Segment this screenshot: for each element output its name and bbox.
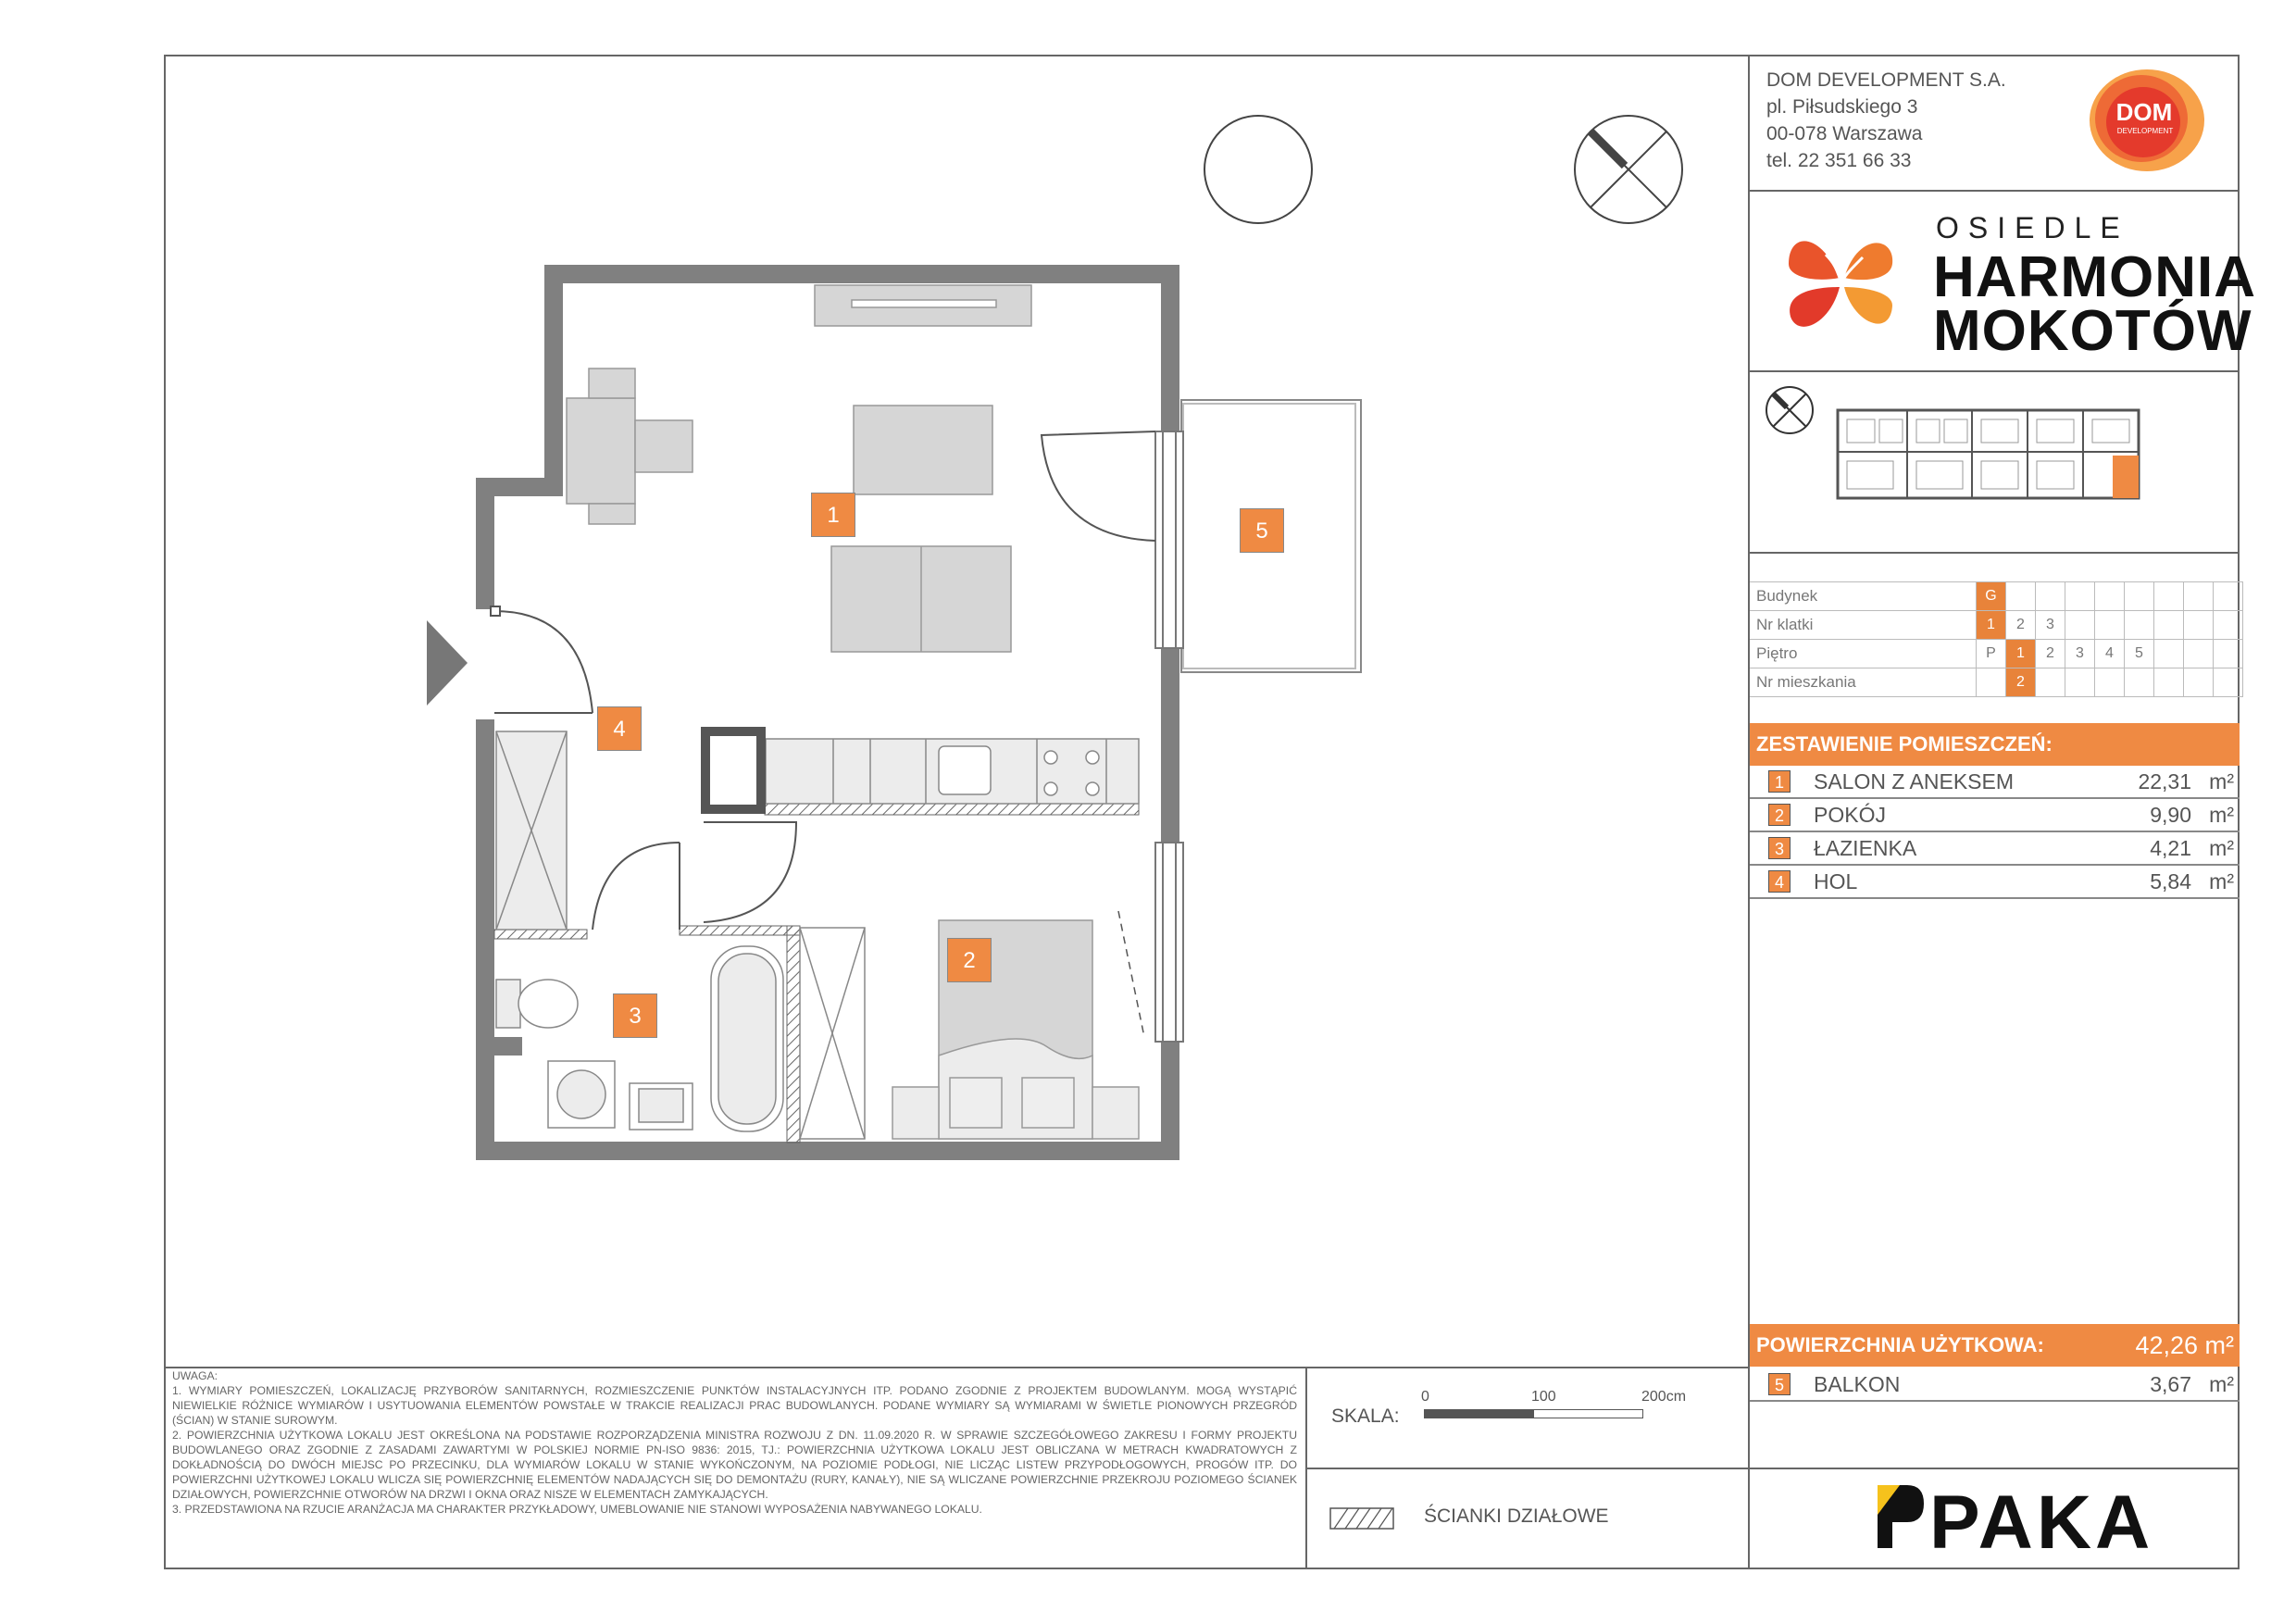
balcony-area: 3,67 m² <box>2150 1372 2234 1396</box>
room-row-3 <box>1750 832 2240 866</box>
entrance-arrow-icon <box>427 620 468 706</box>
note-1: 1. WYMIARY POMIESZCZEŃ, LOKALIZACJĘ PRZYBORÓW SANITARNYCH, ROZMIESZCZENIE PUNKTÓW INSTALACYJNYCH ITP. PODANO ZGODNIE Z PROJEKTEM BUDOWLANYM. MOGĄ WYSTĄPIĆ NIEWIELKIE RÓŻNICE WYMIARÓW I USYTUOWANIA ELEMENTÓW POWSTAŁE W TRAKCIE REALIZACJI PRAC BUDOWLANYCH. PODANE WYMIARY SĄ WYMIARAMI W ŚWIETLE PIONOWYCH PRZEGRÓD (ŚCIAN) W STANIE SUROWYM. <box>172 1384 1297 1427</box>
hall-wardrobe <box>496 731 567 930</box>
room-name: SALON Z ANEKSEM <box>1814 769 2015 793</box>
paka-logo-text: PAKA <box>1929 1480 2154 1565</box>
project-line-harmonia: HARMONIA <box>1933 245 2256 309</box>
room-area: 5,84 m² <box>2150 869 2234 893</box>
living-furniture <box>567 285 1031 652</box>
entry-door <box>491 606 593 713</box>
north-compass-icon <box>1571 112 1686 227</box>
company-name: DOM DEVELOPMENT S.A. <box>1766 69 2006 91</box>
legend-label: ŚCIANKI DZIAŁOWE <box>1424 1505 1609 1527</box>
balcony-num: 5 <box>1768 1373 1791 1395</box>
room-area: 22,31 m² <box>2138 769 2234 793</box>
scale-tick-200: 200cm <box>1641 1389 1687 1405</box>
notes-title: UWAGA: <box>172 1369 218 1382</box>
klatka-option-1: 1 <box>1977 611 2006 640</box>
project-line-mokotow: MOKOTÓW <box>1933 299 2252 363</box>
room-num: 3 <box>1768 837 1791 859</box>
total-area-bar <box>1750 1324 2240 1367</box>
pietro-option-1: 1 <box>2006 640 2036 668</box>
plan-label-5: 5 <box>1240 508 1284 553</box>
kitchen <box>705 731 1139 809</box>
room-row-4 <box>1750 866 2240 899</box>
mieszkanie-label: Nr mieszkania <box>1750 668 1977 697</box>
bathroom-door <box>593 843 680 930</box>
room-area: 4,21 m² <box>2150 836 2234 860</box>
room-area: 9,90 m² <box>2150 803 2234 827</box>
klatka-option-2: 2 <box>2006 611 2036 640</box>
klatka-label: Nr klatki <box>1750 611 1977 640</box>
plan-label-3: 3 <box>613 993 657 1038</box>
dom-logo-subtext: DEVELOPMENT <box>2116 127 2174 135</box>
pietro-option-p: P <box>1977 640 2006 668</box>
divider-brand <box>1748 370 2240 372</box>
note-3: 3. PRZEDSTAWIONA NA RZUCIE ARANŻACJA MA CHARAKTER PRZYKŁADOWY, UMEBLOWANIE NIE STANOWI WYPOSAŻENIA NABYWANEGO LOKALU. <box>172 1503 982 1516</box>
pietro-option-4: 4 <box>2095 640 2125 668</box>
total-area-value: 42,26 m² <box>2135 1331 2234 1359</box>
pietro-option-3: 3 <box>2065 640 2095 668</box>
pietro-label: Piętro <box>1750 640 1977 668</box>
floor-plan <box>407 111 1435 1176</box>
scale-bar <box>1424 1409 1643 1418</box>
mieszkanie-value: 2 <box>2006 668 2036 697</box>
harmonia-flower-logo <box>1770 213 1909 352</box>
compass-icon <box>1204 116 1312 223</box>
project-line-osiedle: OSIEDLE <box>1936 211 2129 244</box>
plan-label-2: 2 <box>947 938 992 982</box>
bedroom-door <box>704 822 796 922</box>
room-name: HOL <box>1814 869 1858 893</box>
total-area-label: POWIERZCHNIA UŻYTKOWA: <box>1756 1333 2044 1356</box>
room-num: 1 <box>1768 770 1791 793</box>
room-row-1 <box>1750 766 2240 799</box>
budynek-value: G <box>1977 582 2006 611</box>
room-num: 4 <box>1768 870 1791 893</box>
klatka-option-3: 3 <box>2036 611 2065 640</box>
divider-company <box>1748 190 2240 192</box>
room-num: 2 <box>1768 804 1791 826</box>
company-city: 00-078 Warszawa <box>1766 123 1923 144</box>
company-street: pl. Piłsudskiego 3 <box>1766 96 1918 118</box>
pietro-option-5: 5 <box>2125 640 2154 668</box>
divider-keyplan <box>1748 552 2240 554</box>
scale-tick-0: 0 <box>1421 1389 1429 1405</box>
bedroom-furniture <box>892 911 1144 1139</box>
plan-label-1: 1 <box>811 493 855 537</box>
dom-logo-text: DOM <box>2115 98 2173 126</box>
divider-legend <box>1305 1468 2240 1469</box>
keyplan-compass-icon <box>1766 387 1813 433</box>
company-address <box>1766 67 2006 174</box>
room-name: POKÓJ <box>1814 803 1886 827</box>
paka-logo-mark <box>1872 1481 1928 1552</box>
hatch-legend-icon <box>1329 1507 1394 1530</box>
scale-label: SKALA: <box>1331 1405 1400 1427</box>
plan-label-4: 4 <box>597 706 642 751</box>
balcony-name: BALKON <box>1814 1372 1901 1396</box>
dom-development-logo <box>2086 65 2206 174</box>
unit-info-table <box>1750 581 2243 697</box>
note-2: 2. POWIERZCHNIA UŻYTKOWA LOKALU JEST OKREŚLONA NA PODSTAWIE ROZPORZĄDZENIA MINISTRA ROZWOJU Z DN. 11.09.2020 R. W SPRAWIE SZCZEGÓŁOWEGO ZAKRESU I FORMY PROJEKTU BUDOWLANEGO ORAZ ZGODNIE Z ZASADAMI ZAWARTYMI W POLSKIEJ NORMIE PN-ISO 9836: 2015, TJ.: POWIERZCHNIA UŻYTKOWA LOKALU JEST OBLICZANA W METRACH KWADRATOWYCH Z DOKŁADNOŚCIĄ DO DWÓCH MIEJSC PO PRZECINKU, DLA WYMIARÓW LOKALU W STANIE WYKOŃCZONYM, NA POZIOMIE PODŁOGI, NIE LICZĄC LISTEW PRZYPODŁOGOWYCH, PROGÓW ITP. DO POWIERZCHNI UŻYTKOWEJ LOKALU WLICZA SIĘ POWIERZCHNIĘ ELEMENTÓW NADAJĄCYCH SIĘ DO DEMONTAŻU (RURY, KANAŁY), NIE SĄ WLICZANE POWIERZCHNIE PRZEKROJU POZIOMEGO ŚCIANEK DZIAŁOWYCH, POWIERZCHNIE OTWORÓW NA DRZWI I OKNA ORAZ NISZE W ELEMENTACH ZAMYKAJĄCYCH. <box>172 1429 1297 1501</box>
keyplan-selected-unit <box>2113 456 2139 498</box>
notes-block <box>172 1368 1297 1517</box>
budynek-label: Budynek <box>1750 582 1977 611</box>
company-phone: tel. 22 351 66 33 <box>1766 150 1912 171</box>
balcony-row <box>1750 1368 2240 1402</box>
balcony-door <box>1042 431 1155 541</box>
keyplan-outline <box>1838 410 2139 498</box>
scale-tick-100: 100 <box>1531 1389 1556 1405</box>
rooms-header: ZESTAWIENIE POMIESZCZEŃ: <box>1750 723 2240 766</box>
building-key-plan <box>1759 378 2236 544</box>
bathroom-fixtures <box>496 928 865 1139</box>
room-name: ŁAZIENKA <box>1814 836 1917 860</box>
room-row-2 <box>1750 799 2240 832</box>
pietro-option-2: 2 <box>2036 640 2065 668</box>
